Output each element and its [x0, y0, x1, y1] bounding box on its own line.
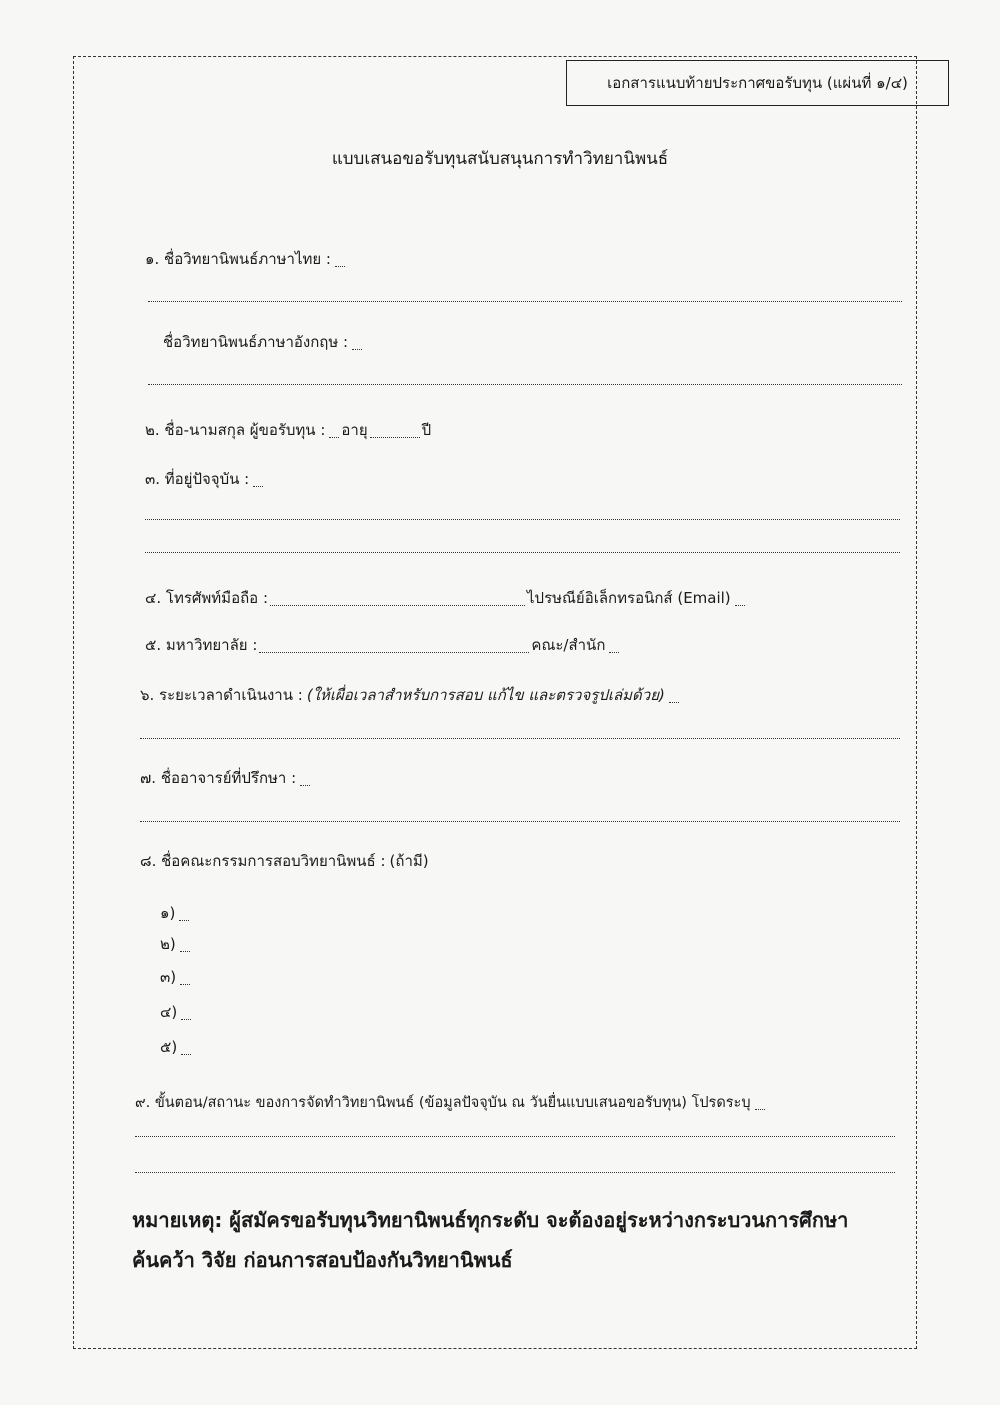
committee-row	[140, 849, 640, 873]
committee-input-2[interactable]	[180, 950, 190, 952]
status-input-line3[interactable]	[135, 1171, 895, 1173]
committee-label: ๘. ชื่อคณะกรรมการสอบวิทยานิพนธ์ :	[140, 852, 386, 870]
committee-item-1	[160, 901, 895, 925]
committee-input-5[interactable]	[181, 1053, 191, 1055]
duration-input[interactable]	[669, 701, 679, 703]
committee-item-2	[160, 932, 895, 956]
committee-item-number: ๒)	[160, 935, 176, 953]
university-label: ๕. มหาวิทยาลัย :	[145, 636, 258, 654]
duration-hint: (ให้เผื่อเวลาสำหรับการสอบ แก้ไข และตรวจรูปเล่มด้วย)	[306, 686, 665, 704]
committee-item-number: ๕)	[160, 1038, 178, 1056]
status-row	[135, 1091, 895, 1114]
committee-item-number: ๔)	[160, 1003, 178, 1021]
advisor-row	[140, 766, 900, 790]
status-input-line2[interactable]	[135, 1135, 895, 1137]
note-block	[132, 1200, 892, 1280]
form-title: แบบเสนอขอรับทุนสนับสนุนการทำวิทยานิพนธ์	[331, 149, 669, 169]
thesis-en-row	[163, 330, 902, 354]
advisor-input-line2[interactable]	[140, 820, 900, 822]
thesis-en-input-line2[interactable]	[148, 383, 902, 385]
name-input[interactable]	[329, 436, 339, 438]
committee-item-number: ๑)	[160, 904, 176, 922]
thesis-th-label: ๑. ชื่อวิทยานิพนธ์ภาษาไทย :	[145, 250, 331, 268]
committee-hint: (ถ้ามี)	[389, 852, 429, 870]
address-input[interactable]	[253, 485, 263, 487]
advisor-label: ๗. ชื่ออาจารย์ที่ปรึกษา :	[140, 769, 297, 787]
note-line-1: หมายเหตุ: ผู้สมัครขอรับทุนวิทยานิพนธ์ทุกระดับ จะต้องอยู่ระหว่างกระบวนการศึกษา	[132, 1208, 849, 1232]
faculty-input[interactable]	[609, 651, 619, 653]
address-input-line2[interactable]	[145, 518, 900, 520]
address-input-line3[interactable]	[145, 551, 900, 553]
page-label: เอกสารแนบท้ายประกาศขอรับทุน (แผ่นที่ ๑/๔)	[607, 74, 908, 92]
phone-input[interactable]	[270, 604, 525, 606]
address-label: ๓. ที่อยู่ปัจจุบัน :	[145, 470, 250, 488]
committee-item-3	[160, 965, 895, 989]
university-row	[145, 633, 900, 657]
committee-item-4	[160, 1000, 895, 1024]
note-line-2: ค้นคว้า วิจัย ก่อนการสอบป้องกันวิทยานิพนธ์	[132, 1248, 513, 1272]
thesis-th-row	[145, 247, 902, 271]
duration-row	[140, 683, 900, 707]
email-input[interactable]	[735, 604, 745, 606]
name-label: ๒. ชื่อ-นามสกุล ผู้ขอรับทุน :	[145, 421, 326, 439]
committee-item-5	[160, 1035, 895, 1059]
thesis-th-input-line2[interactable]	[148, 300, 902, 302]
committee-input-4[interactable]	[181, 1018, 191, 1020]
age-input[interactable]	[370, 436, 420, 438]
status-input[interactable]	[755, 1108, 765, 1110]
faculty-label: คณะ/สำนัก	[531, 636, 606, 654]
committee-input-1[interactable]	[179, 919, 189, 921]
name-row	[145, 418, 905, 442]
age-label: อายุ	[341, 421, 368, 439]
contact-row	[145, 586, 900, 610]
age-unit: ปี	[421, 421, 432, 439]
page-label-box	[566, 60, 949, 106]
duration-input-line2[interactable]	[140, 737, 900, 739]
university-input[interactable]	[259, 651, 529, 653]
phone-label: ๔. โทรศัพท์มือถือ :	[145, 589, 268, 607]
email-label: ไปรษณีย์อิเล็กทรอนิกส์ (Email)	[527, 589, 731, 607]
duration-label: ๖. ระยะเวลาดำเนินงาน :	[140, 686, 303, 704]
thesis-th-input[interactable]	[335, 265, 345, 267]
thesis-en-input[interactable]	[352, 348, 362, 350]
address-row	[145, 467, 900, 491]
committee-item-number: ๓)	[160, 968, 177, 986]
committee-input-3[interactable]	[180, 983, 190, 985]
status-label: ๙. ขั้นตอน/สถานะ ของการจัดทำวิทยานิพนธ์ (ข้อมูลปัจจุบัน ณ วันยื่นแบบเสนอขอรับทุน) โปรดระบุ	[135, 1095, 751, 1111]
thesis-en-label: ชื่อวิทยานิพนธ์ภาษาอังกฤษ :	[163, 333, 349, 351]
advisor-input[interactable]	[300, 784, 310, 786]
